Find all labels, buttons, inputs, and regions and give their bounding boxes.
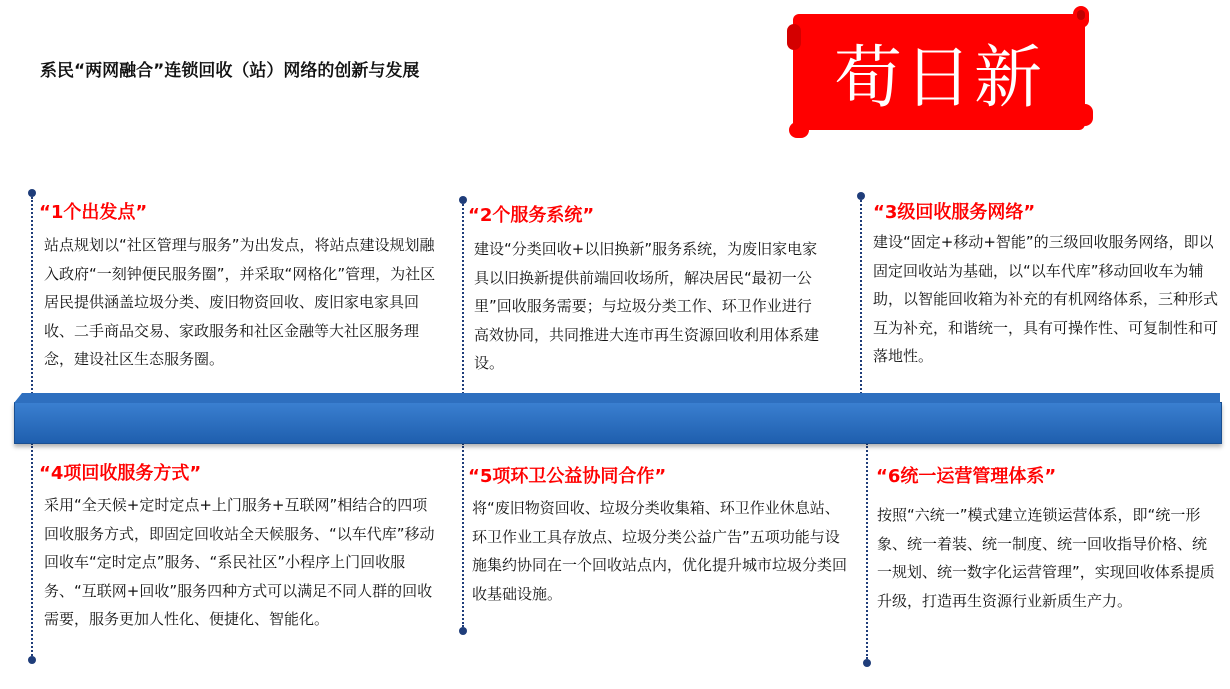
card-2-body: 建设“分类回收+以旧换新”服务系统，为废旧家电家具以旧换新提供前端回收场所，解决居民“最初一公里”回收服务需要；与垃圾分类工作、环卫作业进行高效协同，共同推进大连市再生资源回收利用体系建设。	[474, 240, 820, 373]
page-title: 系民“两网融合”连锁回收（站）网络的创新与发展	[40, 61, 420, 81]
connector-line	[462, 204, 464, 402]
card-6-title: “6统一运营管理体系”	[876, 466, 1057, 487]
card-1-body: 站点规划以“社区管理与服务”为出发点，将站点建设规划融入政府“一刻钟便民服务圈”，并采取“网格化”管理，为社区居民提供涵盖垃圾分类、废旧物资回收、废旧家电家具回收、二手商品交易、家政服务和社区金融等大社区服务理念，建设社区生态服务圈。	[44, 236, 436, 369]
timeline-bar	[14, 402, 1222, 444]
card-2-title: “2个服务系统”	[468, 205, 595, 226]
connector-dot	[28, 189, 36, 197]
banner-text: 荀日新	[833, 38, 1044, 118]
connector-line	[31, 443, 33, 656]
card-3-title: “3级回收服务网络”	[873, 202, 1036, 223]
card-3-body: 建设“固定+移动+智能”的三级回收服务网络，即以固定回收站为基础，以“以车代库”移动回收车为辅助，以智能回收箱为补充的有机网络体系，三种形式互为补充，和谐统一，具有可操作性、可复制性和可落地性。	[873, 233, 1219, 366]
connector-line	[860, 200, 862, 402]
connector-dot	[857, 192, 865, 200]
connector-dot	[459, 196, 467, 204]
card-4-body: 采用“全天候+定时定点+上门服务+互联网”相结合的四项回收服务方式，即固定回收站全天候服务、“以车代库”移动回收车“定时定点”服务、“系民社区”小程序上门回收服务、“互联网+回收”服务四种方式可以满足不同人群的回收需要，服务更加人性化、便捷化、智能化。	[44, 496, 435, 629]
connector-dot	[459, 627, 467, 635]
connector-line	[866, 443, 868, 659]
connector-dot	[863, 659, 871, 667]
connector-dot	[28, 656, 36, 664]
card-4-title: “4项回收服务方式”	[39, 463, 202, 484]
connector-line	[462, 443, 464, 627]
title-banner	[793, 14, 1085, 130]
card-5-body: 将“废旧物资回收、垃圾分类收集箱、环卫作业休息站、环卫作业工具存放点、垃圾分类公益广告”五项功能与设施集约协同在一个回收站点内，优化提升城市垃圾分类回收基础设施。	[472, 499, 848, 603]
card-1-title: “1个出发点”	[39, 202, 148, 223]
connector-line	[31, 197, 33, 402]
card-6-body: 按照“六统一”模式建立连锁运营体系，即“统一形象、统一着装、统一制度、统一回收指导价格、统一规划、统一数字化运营管理”，实现回收体系提质升级，打造再生资源行业新质生产力。	[877, 506, 1215, 610]
card-5-title: “5项环卫公益协同合作”	[468, 466, 667, 487]
